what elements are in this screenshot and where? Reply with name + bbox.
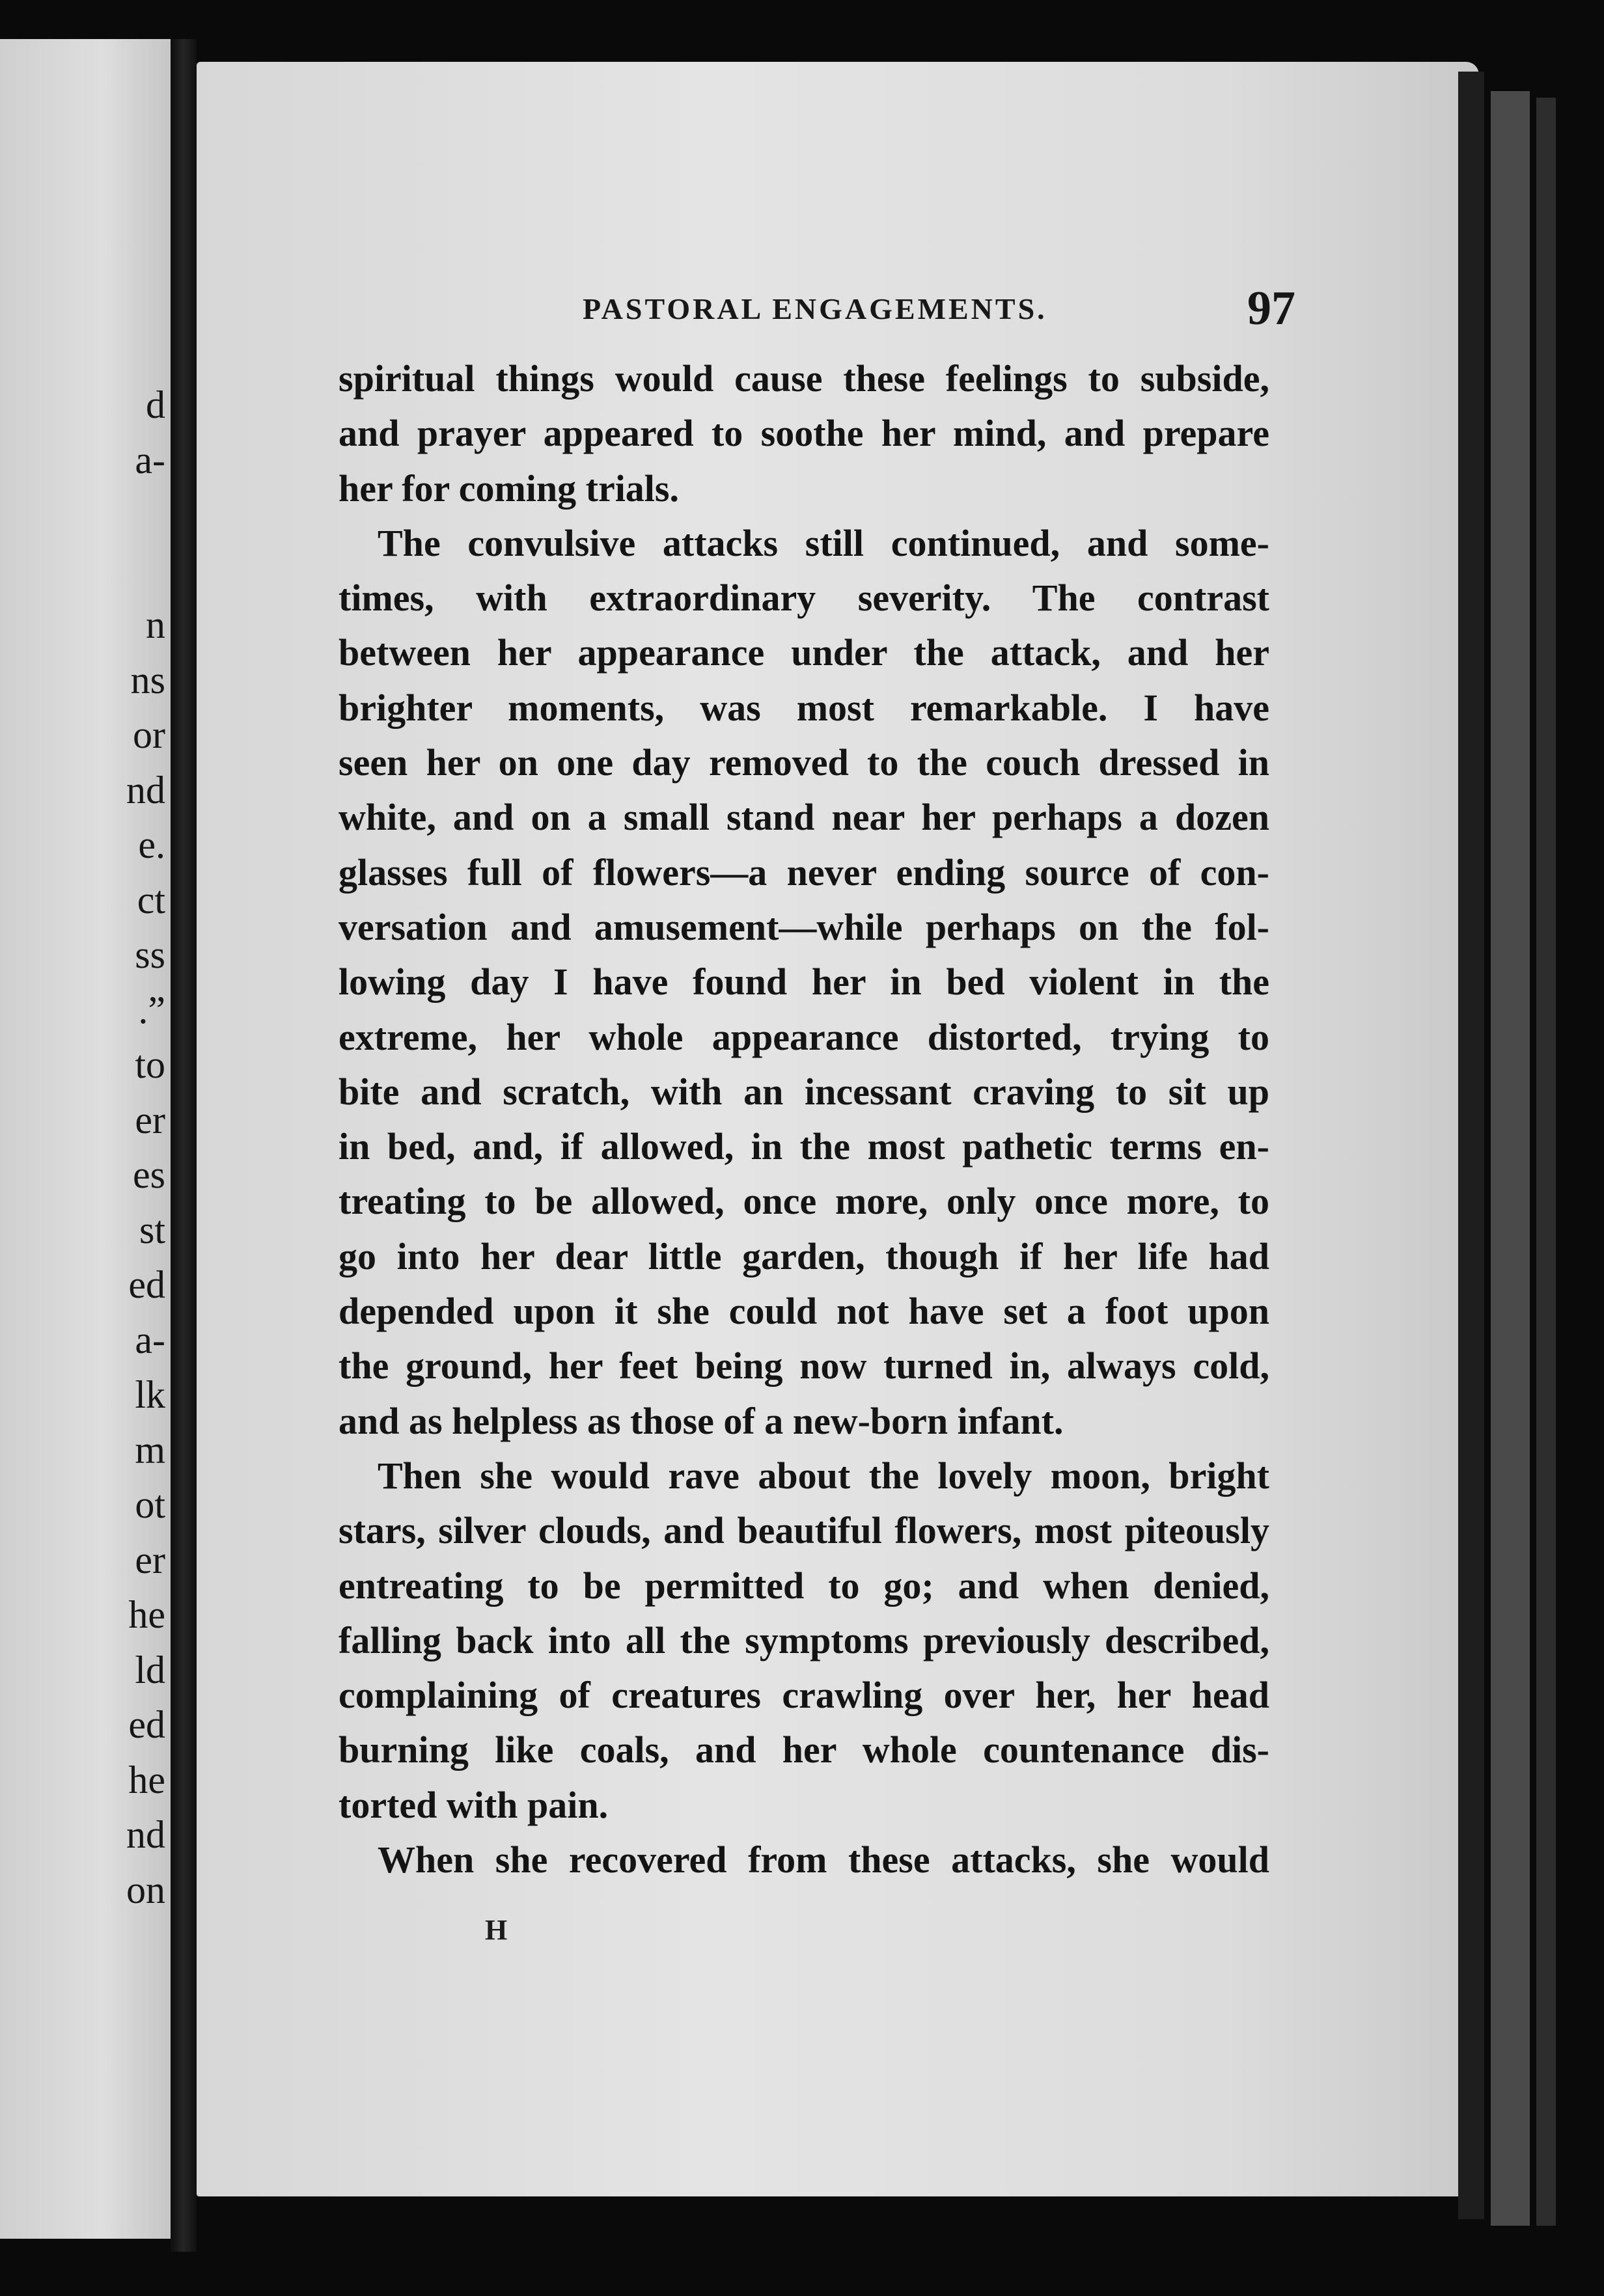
page-number: 97 — [1247, 282, 1295, 335]
line-fragment: ld — [135, 1648, 165, 1691]
facing-page — [0, 39, 171, 2239]
text-line: burning like coals, and her whole countenance dis- — [339, 1729, 1269, 1771]
line-fragment: ed — [128, 1703, 165, 1746]
text-line: bite and scratch, with an incessant craving to sit up — [339, 1070, 1269, 1113]
text-line: brighter moments, was most remarkable. I have — [339, 686, 1269, 729]
text-line: white, and on a small stand near her perhaps a dozen — [339, 796, 1269, 839]
line-fragment: ss — [135, 933, 165, 976]
line-fragment: d — [146, 383, 165, 426]
text-line: entreating to be permitted to go; and when denied, — [339, 1564, 1269, 1607]
line-fragment: er — [135, 1098, 165, 1141]
body-text — [339, 351, 1269, 1939]
line-fragment: or — [133, 713, 165, 756]
text-line: torted with pain. — [339, 1783, 609, 1826]
text-line: versation and amusement—while perhaps on the fol- — [339, 905, 1269, 948]
line-fragment: es — [133, 1153, 165, 1196]
line-fragment: on — [126, 1868, 165, 1911]
line-fragment: nd — [126, 768, 165, 812]
text-line: times, with extraordinary severity. The contrast — [339, 577, 1269, 620]
text-line: in bed, and, if allowed, in the most pathetic terms en- — [339, 1125, 1269, 1168]
text-line: falling back into all the symptoms previously described, — [339, 1619, 1269, 1661]
line-fragment: .” — [138, 988, 165, 1032]
line-fragment — [0, 543, 171, 598]
text-line: and prayer appeared to soothe her mind, and prepare — [339, 412, 1269, 455]
line-fragment: he — [128, 1758, 165, 1801]
text-line: seen her on one day removed to the couch dressed in — [339, 741, 1269, 784]
text-line: the ground, her feet being now turned in, always cold, — [339, 1345, 1269, 1387]
text-line: extreme, her whole appearance distorted, trying to — [339, 1015, 1269, 1058]
line-fragment: ot — [135, 1483, 165, 1526]
line-fragment: a- — [135, 438, 165, 482]
line-fragment: he — [128, 1593, 165, 1636]
line-fragment: e. — [138, 823, 165, 866]
line-fragment: a- — [135, 1318, 165, 1361]
text-line: between her appearance under the attack, and her — [339, 631, 1269, 674]
line-fragment: st — [139, 1208, 165, 1251]
line-fragment: ct — [137, 878, 165, 922]
text-line: and as helpless as those of a new-born infant. — [339, 1399, 1064, 1442]
line-fragment: nd — [126, 1813, 165, 1856]
text-line: complaining of creatures crawling over her, her head — [339, 1674, 1269, 1717]
text-line: Then she would rave about the lovely moon, bright — [378, 1454, 1269, 1497]
text-line: When she recovered from these attacks, she would — [378, 1838, 1269, 1881]
text-line: glasses full of flowers—a never ending source of con- — [339, 851, 1269, 894]
book-cover-edge — [1491, 91, 1530, 2226]
line-fragment: m — [135, 1428, 165, 1471]
line-fragment: ns — [130, 658, 165, 702]
line-fragment — [0, 487, 171, 543]
line-fragment: ed — [128, 1263, 165, 1306]
page-edge — [1458, 72, 1484, 2219]
book-spine-edge — [1536, 98, 1556, 2226]
signature-mark: H — [485, 1914, 508, 1946]
line-fragment: n — [146, 603, 165, 646]
text-line: stars, silver clouds, and beautiful flowers, most piteously — [339, 1509, 1269, 1552]
facing-page-line-endings — [0, 377, 171, 1917]
text-line: The convulsive attacks still continued, and some- — [378, 521, 1269, 564]
line-fragment: to — [135, 1043, 165, 1086]
text-line: spiritual things would cause these feelings to subside, — [339, 357, 1269, 400]
text-line: treating to be allowed, once more, only once more, to — [339, 1180, 1269, 1223]
running-head: PASTORAL ENGAGEMENTS. — [583, 292, 1047, 325]
text-line: go into her dear little garden, though if her life had — [339, 1235, 1269, 1278]
book-gutter — [171, 39, 197, 2252]
line-fragment: er — [135, 1538, 165, 1581]
text-line: her for coming trials. — [339, 467, 679, 510]
text-line: lowing day I have found her in bed violent in the — [339, 961, 1269, 1004]
line-fragment: lk — [135, 1373, 165, 1416]
text-line: depended upon it she could not have set a foot upon — [339, 1290, 1269, 1333]
